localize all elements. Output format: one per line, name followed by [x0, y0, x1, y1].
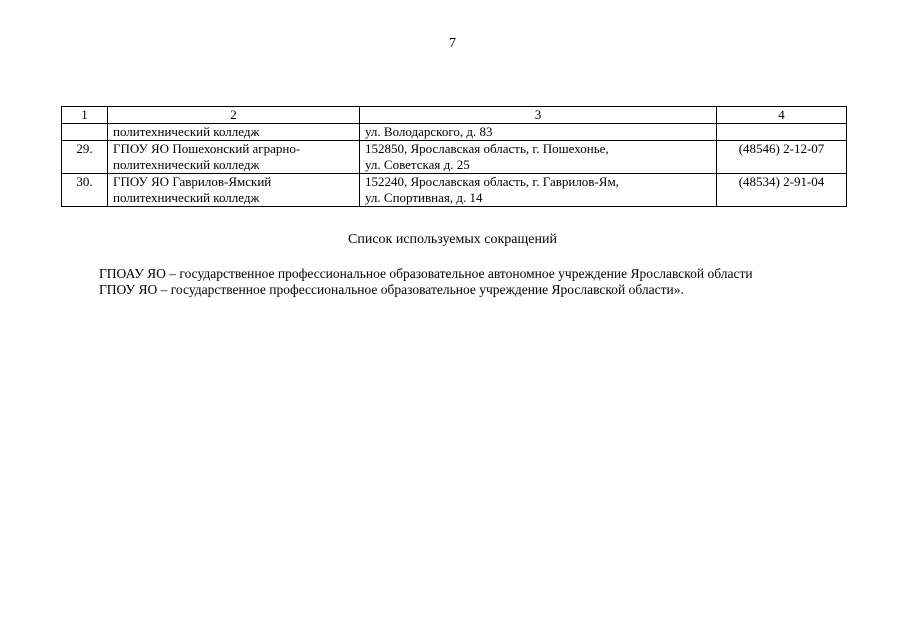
institution-name-line: политехнический колледж [113, 157, 260, 172]
page-number: 7 [449, 36, 456, 51]
institution-address [360, 141, 717, 174]
institution-address-line: ул. Володарского, д. 83 [365, 124, 493, 139]
abbreviations-title: Список используемых сокращений [348, 232, 557, 247]
column-header-phone: 4 [717, 107, 847, 124]
institution-name-line: ГПОУ ЯО Гаврилов-Ямский [113, 174, 272, 189]
institution-phone: (48546) 2-12-07 [717, 141, 847, 174]
column-header-address: 3 [360, 107, 717, 124]
abbreviations-list [99, 266, 859, 298]
institution-address-line: ул. Спортивная, д. 14 [365, 190, 483, 205]
row-number: 30. [62, 174, 108, 207]
institution-phone [717, 124, 847, 141]
institution-name [108, 124, 360, 141]
column-header-number: 1 [62, 107, 108, 124]
institution-name-line: ГПОУ ЯО Пошехонский аграрно- [113, 141, 301, 156]
institution-name-line: политехнический колледж [113, 190, 260, 205]
institution-address-line: ул. Советская д. 25 [365, 157, 470, 172]
institution-phone: (48534) 2-91-04 [717, 174, 847, 207]
column-header-name: 2 [108, 107, 360, 124]
table-row [62, 174, 847, 207]
table-row [62, 124, 847, 141]
institution-address-line: 152240, Ярославская область, г. Гаврилов-Ям, [365, 174, 619, 189]
row-number: 29. [62, 141, 108, 174]
institution-address [360, 174, 717, 207]
institution-address-line: 152850, Ярославская область, г. Пошехонье, [365, 141, 609, 156]
institution-name [108, 174, 360, 207]
row-number [62, 124, 108, 141]
abbreviation-item: ГПОУ ЯО – государственное профессиональное образовательное учреждение Ярославской области». [99, 282, 684, 297]
institution-name-line: политехнический колледж [113, 124, 260, 139]
institution-address [360, 124, 717, 141]
institution-name [108, 141, 360, 174]
table-header-row [62, 107, 847, 124]
abbreviation-item: ГПОАУ ЯО – государственное профессиональное образовательное автономное учреждение Ярославской области [99, 266, 753, 281]
institutions-table [61, 106, 847, 207]
table-row [62, 141, 847, 174]
